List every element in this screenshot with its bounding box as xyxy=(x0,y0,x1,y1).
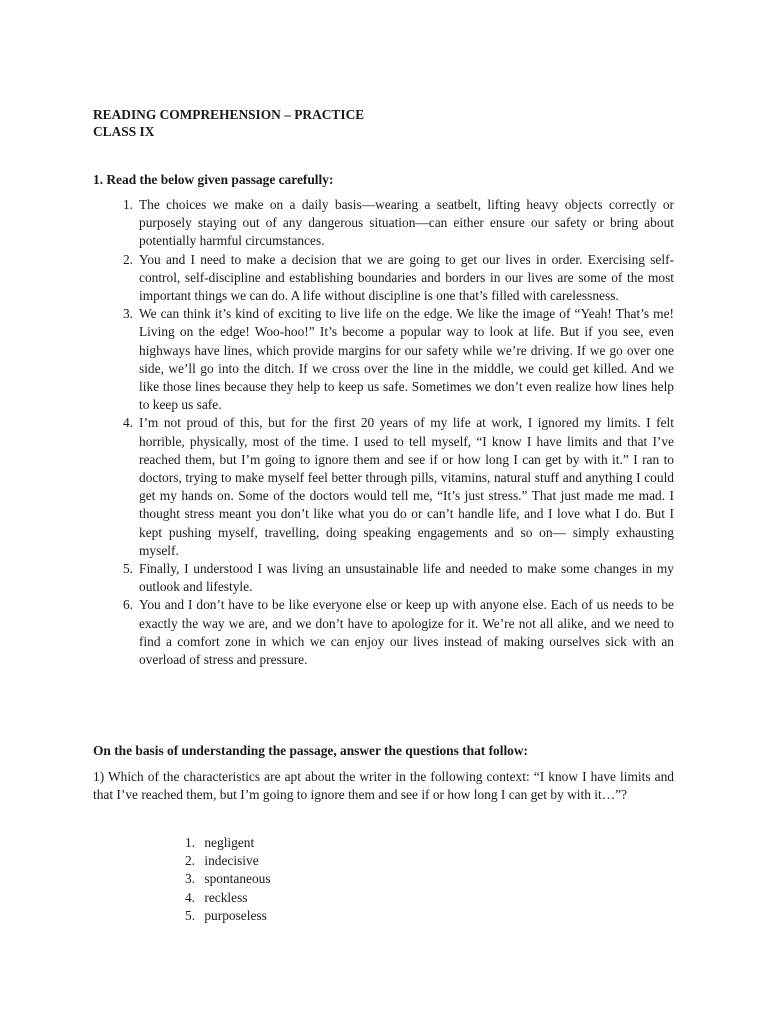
passage-paragraph xyxy=(93,251,674,306)
question-1-text: 1) Which of the characteristics are apt about the writer in the following context: “I know I have limits and that I’ve reached them, but I’m going to ignore them and see if or how long I can get by with it…”? xyxy=(93,769,674,803)
option-label: negligent xyxy=(204,835,255,850)
passage-paragraph xyxy=(93,414,674,560)
question-1-options xyxy=(185,834,271,925)
paragraph-text: Finally, I understood I was living an unsustainable life and needed to make some changes in my outlook and lifestyle. xyxy=(139,561,674,595)
option-number: 5. xyxy=(185,907,196,923)
option-label: spontaneous xyxy=(204,871,271,887)
title-line-1: READING COMPREHENSION – PRACTICE xyxy=(93,107,365,122)
passage-paragraph xyxy=(93,305,674,414)
answer-option xyxy=(185,889,271,907)
paragraph-number: 6. xyxy=(122,597,133,613)
title-line-2: CLASS IX xyxy=(93,124,155,139)
answer-option xyxy=(185,834,271,852)
paragraph-text: I’m not proud of this, but for the first 20 years of my life at work, I ignored my limits. I felt horrible, physically, most of the time. I used to tell myself, “I know I have limits and that I’ve reached them, but I’m going to ignore them and see if or how long I can get by with it.” I ran to doctors, trying to make myself feel better through pills, vitamins, natural stuff and anything I could get my hands on. Some of the doctors would tell me, “It’s just stress.” That just made me mad. I thought stress meant you don’t like what you do or can’t handle life, and I love what I do. But I kept pushing myself, travelling, doing speaking engagements and so on— simply exhausting myself. xyxy=(139,415,674,558)
passage-list xyxy=(93,196,674,669)
answer-option xyxy=(185,870,271,888)
option-label: reckless xyxy=(204,889,248,905)
paragraph-text: We can think it’s kind of exciting to live life on the edge. We like the image of “Yeah! That’s me! Living on the edge! Woo-hoo!” It’s become a popular way to look at life. But if you see, even highways have lines, which provide margins for our safety while we’re driving. If we go over one side, we’ll go into the ditch. If we cross over the line in the middle, we could get killed. And we like those lines because they help to keep us safe. Sometimes we don’t even realize how lines help to keep us safe. xyxy=(139,306,674,413)
passage-paragraph xyxy=(93,560,674,596)
paragraph-number: 3. xyxy=(122,306,133,322)
option-label: purposeless xyxy=(204,907,267,923)
questions-heading: On the basis of understanding the passage, answer the questions that follow: xyxy=(93,743,529,758)
paragraph-number: 4. xyxy=(122,415,133,431)
paragraph-text: You and I don’t have to be like everyone else or keep up with anyone else. Each of us needs to be exactly the way we are, and we don’t have to apologize for it. We’re not all alike, and we need to find a comfort zone in which we can enjoy our lives instead of making ourselves sick with an overload of stress and pressure. xyxy=(139,597,674,668)
paragraph-text: You and I need to make a decision that we are going to get our lives in order. Exercising self-control, self-discipline and establishing boundaries and borders in our lives are some of the most important things we can do. A life without discipline is one that’s filled with carelessness. xyxy=(139,251,674,304)
option-number: 1. xyxy=(185,835,196,850)
option-number: 3. xyxy=(185,871,196,887)
paragraph-number: 1. xyxy=(122,197,133,212)
passage-instruction: 1. Read the below given passage carefully: xyxy=(93,172,334,187)
option-number: 4. xyxy=(185,889,196,905)
document-title xyxy=(93,106,364,140)
answer-option xyxy=(185,907,271,925)
passage-paragraph xyxy=(93,596,674,669)
option-label: indecisive xyxy=(204,853,259,869)
passage-paragraph xyxy=(93,196,674,251)
answer-option xyxy=(185,852,271,870)
paragraph-number: 2. xyxy=(122,251,133,267)
option-number: 2. xyxy=(185,853,196,869)
paragraph-number: 5. xyxy=(122,561,133,577)
paragraph-text: The choices we make on a daily basis—wearing a seatbelt, lifting heavy objects correctly or purposely staying out of any dangerous situation—can either ensure our safety or bring about potentially harmful circumstances. xyxy=(139,197,674,249)
